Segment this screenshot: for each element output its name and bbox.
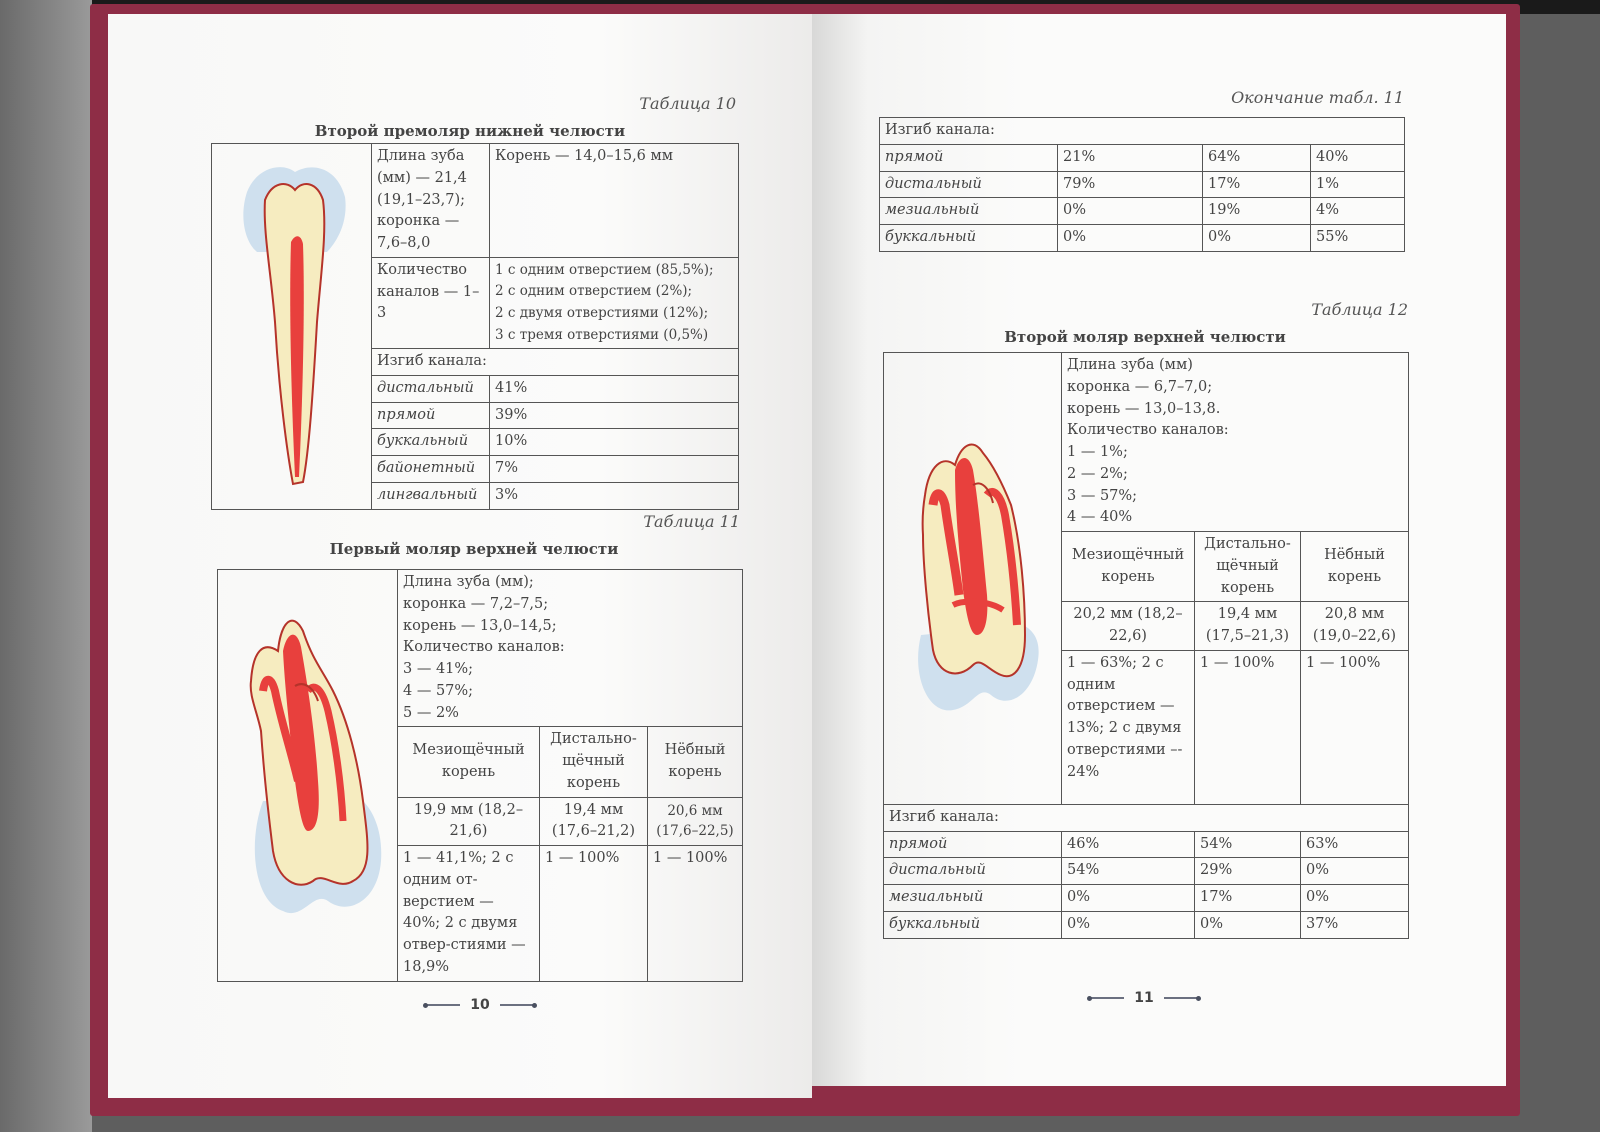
curve-row-value: 0% [1058, 198, 1203, 225]
table12-info-line: 4 — 40% [1067, 509, 1133, 526]
table12-root-header: Дистально-щёчный корень [1195, 532, 1301, 602]
curve-row-value: 54% [1062, 858, 1195, 885]
table10-canal-2: 2 с одним отверстием (2%); [495, 283, 693, 300]
table12-title: Второй моляр верхней челюсти [1004, 328, 1286, 346]
table11 [217, 569, 743, 982]
table10-curve-value: 10% [490, 429, 739, 456]
table12-info-line: 1 — 1%; [1067, 444, 1128, 460]
table11-root-header: Дистально-щёчный корень [540, 727, 648, 797]
table11-root-length: 19,9 мм (18,2–21,6) [398, 797, 540, 846]
table10-title: Второй премоляр нижней челюсти [314, 122, 626, 140]
curve-row-value: 40% [1311, 144, 1405, 171]
curve-row-value: 46% [1062, 831, 1195, 858]
table12-root-canals: 1 — 100% [1301, 650, 1409, 804]
curve-row-value: 63% [1301, 831, 1409, 858]
table11-root-length: 19,4 мм (17,6–21,2) [540, 797, 648, 846]
second-molar-tooth-figure [884, 353, 1062, 805]
table11-info-line: коронка — 7,2–7,5; [403, 595, 549, 612]
curve-row-name: дистальный [880, 171, 1058, 198]
curve-row-value: 54% [1195, 831, 1301, 858]
curve-row-value: 1% [1311, 171, 1405, 198]
table12-root-canals: 1 — 63%; 2 с одним отверстием — 13%; 2 с двумя отверстиями –- 24% [1062, 650, 1195, 804]
table12-root-length: 20,2 мм (18,2–22,6) [1062, 602, 1195, 651]
table11-root-header: Нёбный корень [648, 727, 743, 797]
table10-root: Корень — 14,0–15,6 мм [490, 144, 739, 258]
table10-curve-value: 39% [490, 402, 739, 429]
table10-canal-3: 2 с двумя отверстиями (12%); [495, 304, 709, 321]
table10-caption: Таблица 10 [639, 94, 736, 113]
curve-row-name: прямой [880, 144, 1058, 171]
curve-row-value: 79% [1058, 171, 1203, 198]
curve-row-name: буккальный [884, 911, 1062, 938]
curve-row-value: 0% [1301, 885, 1409, 912]
table12-root-length: 19,4 мм (17,5–21,3) [1195, 602, 1301, 651]
table11-caption: Таблица 11 [643, 512, 740, 531]
table12-root-length: 20,8 мм (19,0–22,6) [1301, 602, 1409, 651]
curve-row-name: мезиальный [884, 885, 1062, 912]
table10-curve-name: прямой [372, 402, 490, 429]
curve-row-name: дистальный [884, 858, 1062, 885]
table11-root-canals: 1 — 100% [648, 846, 743, 982]
table10-canals-label: Количество каналов — 1–3 [372, 257, 490, 348]
curve-row-value: 37% [1301, 911, 1409, 938]
curve-row-value: 55% [1311, 225, 1405, 252]
curve-row-name: буккальный [880, 225, 1058, 252]
table12-info-line: 3 — 57%; [1067, 487, 1138, 504]
curve-row-value: 0% [1062, 911, 1195, 938]
table10-curve-value: 3% [490, 482, 739, 509]
table10-length: Длина зуба (мм) — 21,4 (19,1–23,7); коронка — 7,6–8,0 [372, 144, 490, 258]
table11-end-caption: Окончание табл. 11 [1231, 88, 1404, 107]
table11-info-line: 4 — 57%; [403, 682, 474, 699]
molar-tooth-figure [218, 570, 398, 982]
table11-info-line: Количество каналов: [403, 639, 565, 656]
premolar-tooth-icon [217, 152, 367, 492]
table12-caption: Таблица 12 [1311, 300, 1408, 319]
table12-curve-header: Изгиб канала: [884, 804, 1409, 831]
table10-canal-4: 3 с тремя отверстиями (0,5%) [495, 326, 709, 343]
page-number-right-text: 11 [1134, 990, 1154, 1006]
table10-canal-1: 1 с одним отверстием (85,5%); [495, 261, 714, 278]
table11-end-curve-header: Изгиб канала: [880, 118, 1405, 145]
table11-root-header: Мезиощёчный корень [398, 727, 540, 797]
table10-curve-name: лингвальный [372, 482, 490, 509]
table10-curve-value: 41% [490, 375, 739, 402]
curve-row-value: 0% [1058, 225, 1203, 252]
table12-info-line: коронка — 6,7–7,0; [1067, 378, 1213, 395]
curve-row-name: прямой [884, 831, 1062, 858]
curve-row-value: 29% [1195, 858, 1301, 885]
curve-row-value: 21% [1058, 144, 1203, 171]
table10-curve-name: байонетный [372, 456, 490, 483]
upper-molar-tooth-icon [223, 581, 393, 961]
table11-title: Первый моляр верхней челюсти [329, 540, 619, 558]
table11-info-line: корень — 13,0–14,5; [403, 617, 557, 634]
page-number-right [1064, 990, 1224, 1006]
table10 [211, 143, 739, 510]
table11-end [879, 117, 1405, 252]
table12-root-header: Мезиощёчный корень [1062, 532, 1195, 602]
curve-row-value: 19% [1203, 198, 1311, 225]
page-number-left [400, 997, 560, 1013]
table12-info-line: Длина зуба (мм) [1067, 357, 1193, 373]
curve-row-value: 0% [1062, 885, 1195, 912]
table10-curve-name: дистальный [372, 375, 490, 402]
table11-info-line: 3 — 41%; [403, 661, 474, 677]
table12-info-line: корень — 13,0–13,8. [1067, 400, 1221, 417]
table11-root-length: 20,6 мм (17,6–22,5) [648, 797, 743, 846]
table12 [883, 352, 1409, 939]
table10-curve-value: 7% [490, 456, 739, 483]
table11-root-canals: 1 — 100% [540, 846, 648, 982]
curve-row-value: 0% [1203, 225, 1311, 252]
table10-curve-name: буккальный [372, 429, 490, 456]
curve-row-value: 64% [1203, 144, 1311, 171]
table12-root-canals: 1 — 100% [1195, 650, 1301, 804]
curve-row-value: 17% [1203, 171, 1311, 198]
table11-root-canals: 1 — 41,1%; 2 с одним от-верстием — 40%; 2 с двумя отвер-стиями — 18,9% [398, 846, 540, 982]
curve-row-value: 0% [1301, 858, 1409, 885]
table10-curve-header: Изгиб канала: [372, 349, 739, 376]
table12-root-header: Нёбный корень [1301, 532, 1409, 602]
curve-row-value: 0% [1195, 911, 1301, 938]
table11-info-line: 5 — 2% [403, 704, 459, 721]
table12-info-line: Количество каналов: [1067, 422, 1229, 439]
second-molar-tooth-icon [893, 425, 1053, 725]
premolar-tooth-figure [212, 144, 372, 510]
curve-row-value: 17% [1195, 885, 1301, 912]
table12-info-line: 2 — 2%; [1067, 465, 1128, 482]
table11-info-line: Длина зуба (мм); [403, 574, 534, 590]
curve-row-name: мезиальный [880, 198, 1058, 225]
curve-row-value: 4% [1311, 198, 1405, 225]
page-number-left-text: 10 [470, 997, 490, 1013]
